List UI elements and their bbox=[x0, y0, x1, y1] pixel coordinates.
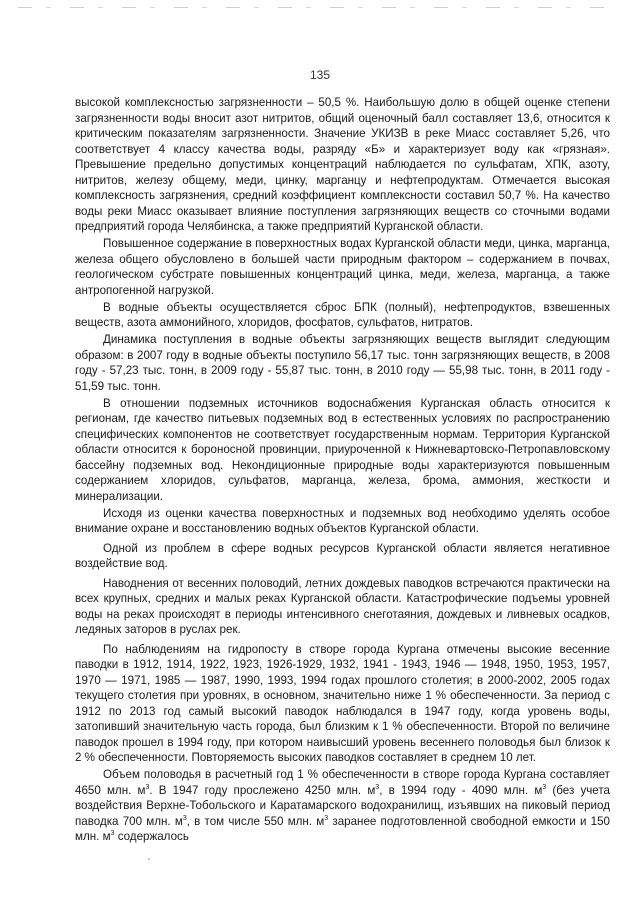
document-body bbox=[75, 95, 610, 846]
paragraph-groundwater: В отношении подземных источников водоснабжения Курганская область относится к регионам, где качество питьевых подземных вод в естественных условиях по распространению специфических компонентов не соответствует государственным нормам. Территория Курганской области относится к бороносной провинции, приуроченной к Нижневартовско-Петропавловскому бассейну подземных вод. Некондиционные природные воды характеризуются повышенным содержанием хлоридов, сульфатов, марганца, железа, брома, аммония, жесткости и минерализации. bbox=[75, 396, 610, 503]
paragraph-dynamics: Динамика поступления в водные объекты загрязняющих веществ выглядит следующим образом: в 2007 году в водные объекты поступило 56,17 тыс. тонн загрязняющих веществ, в 2008 году - 57,23 тыс. тонн, в 2009 году - 55,87 тыс. тонн, в 2010 году — 55,98 тыс. тонн, в 2011 году - 51,59 тыс. тонн. bbox=[75, 333, 610, 393]
paragraph-gauge-history: По наблюдениям на гидропосту в створе города Кургана отмечены высокие весенние паводки в 1912, 1914, 1922, 1923, 1926-1929, 1932, 1941 - 1943, 1946 — 1948, 1950, 1953, 1957, 1970 — 1971, 1985 — 1987, 1990, 1993, 1994 годах прошлого столетия; в 2000-2002, 2005 годах текущего столетия при уровнях, в основном, значительно ниже 1 % обеспеченности. За период с 1912 по 2013 год самый высокий паводок наблюдался в 1947 году, когда уровень воды, затопивший значительную часть города, был близким к 1 % обеспеченности. Второй по величине паводок прошел в 1994 году, при котором наивысший уровень весеннего половодья был близок к 2 % обеспеченности. Повторяемость высоких паводков составляет в среднем 10 лет. bbox=[75, 642, 610, 764]
paragraph-problem: Одной из проблем в сфере водных ресурсов Курганской области является негативное воздействие вод. bbox=[75, 541, 610, 570]
page-number: 135 bbox=[309, 68, 331, 82]
paragraph-metals: Повышенное содержание в поверхностных водах Курганской области меди, цинка, марганца, железа общего обусловлено в большей части природным фактором – содержанием в почвах, геологическом субстрате повышенных концентраций цинка, меди, железа, марганца, а также антропогенной нагрузкой. bbox=[75, 237, 610, 297]
paragraph-flood-volume: Объем половодья в расчетный год 1 % обеспеченности в створе города Кургана составляет 4650 млн. $м^3$. В 1947 году прослежено 4250 млн. $м^3$, в 1994 году - 4090 млн. $м^3$ (без учета воздействия Верхне-Тобольского и Каратамарского водохранилищ, изъявших на пиковый период паводка 700 млн. $м^3$, в том числе 550 млн. $м^3$ заранее подготовленной свободной емкости и 150 млн. $м^3$ содержалось bbox=[75, 768, 610, 843]
paragraph-miass-quality: высокой комплексностью загрязненности – 50,5 %. Наибольшую долю в общей оценке степени загрязненности воды вносит азот нитритов, общий оценочный балл составляет 13,6, относится к критическим показателям загрязненности. Значение УКИЗВ в реке Миасс составляет 5,26, что соответствует 4 классу качества воды, разряду «Б» и характеризует воду как «грязная». Превышение предельно допустимых концентраций наблюдается по сульфатам, ХПК, азоту, нитритов, железу общему, меди, цинку, марганцу и нефтепродуктам. Отмечается высокая комплексность загрязнения, средний коэффициент комплексности составил 50,7 %. На качество воды реки Миасс оказывает влияние поступления загрязняющих веществ со сточными водами предприятий города Челябинска, а также предприятий Курганской области. bbox=[75, 96, 610, 233]
paragraph-protection: Исходя из оценки качества поверхностных и подземных вод необходимо уделять особое внимание охране и восстановлению водных объектов Курганской области. bbox=[75, 506, 610, 535]
paragraph-discharges: В водные объекты осуществляется сброс БПК (полный), нефтепродуктов, взвешенных веществ, азота аммонийного, хлоридов, фосфатов, сульфатов, нитратов. bbox=[75, 300, 610, 329]
scan-speck bbox=[148, 858, 150, 860]
scan-artifact-line bbox=[18, 7, 618, 8]
paragraph-floods: Наводнения от весенних половодий, летних дождевых паводков встречаются практически на всех крупных, средних и малых реках Курганской области. Катастрофические подъемы уровней воды на реках происходят в периоды интенсивного снеготаяния, дождевых и ливневых осадков, ледяных заторов в руслах рек. bbox=[75, 576, 610, 636]
